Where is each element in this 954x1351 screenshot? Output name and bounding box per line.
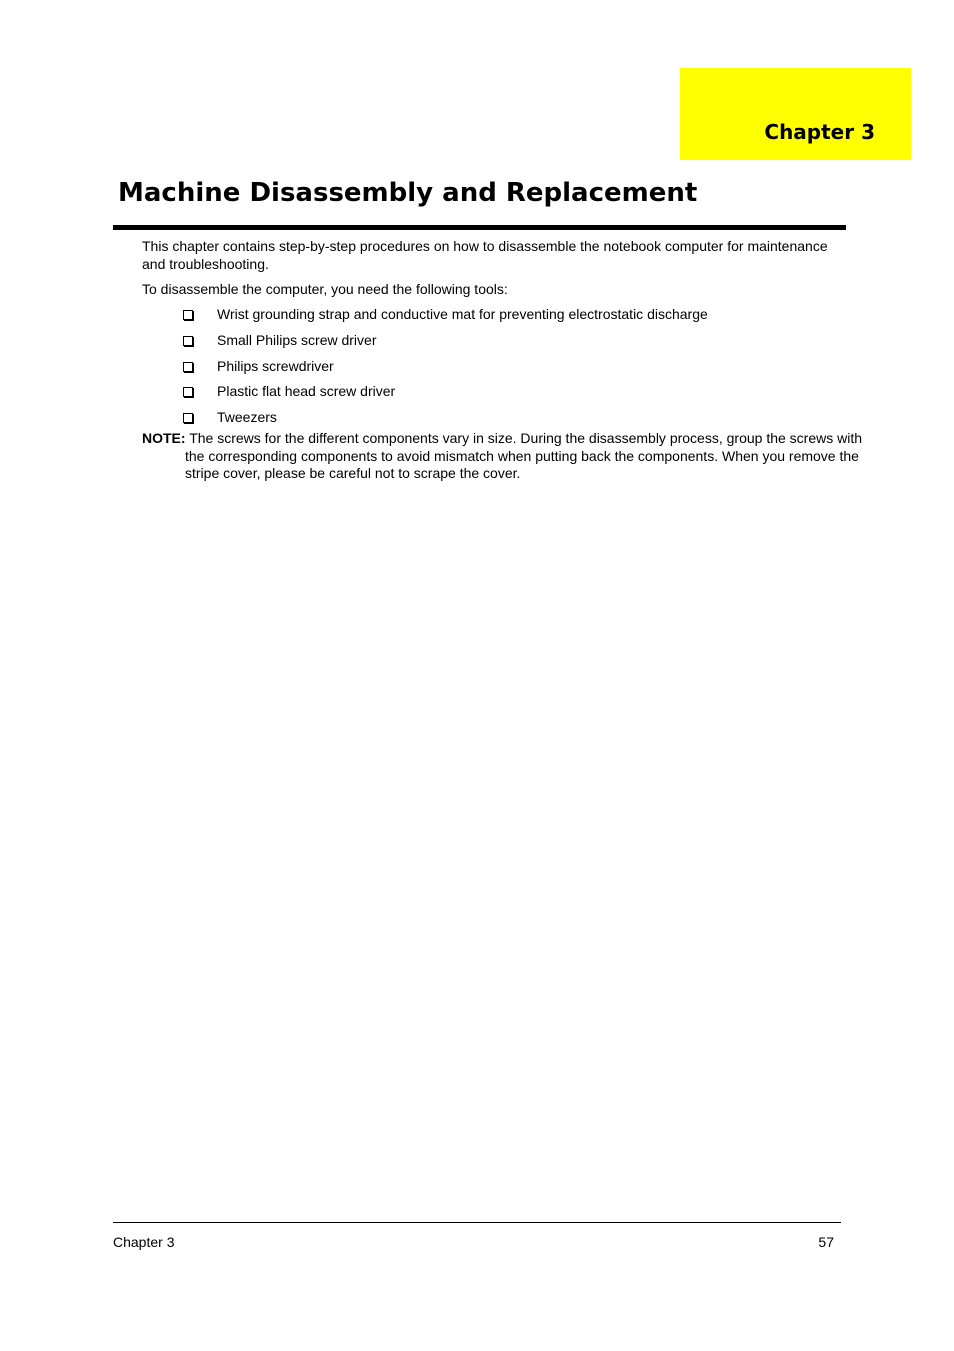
list-item bbox=[183, 382, 708, 408]
checkbox-bullet-icon bbox=[183, 413, 193, 423]
tool-label: Wrist grounding strap and conductive mat for preventing electrostatic discharge bbox=[217, 306, 708, 322]
tool-label: Tweezers bbox=[217, 409, 277, 426]
title-rule bbox=[113, 225, 846, 230]
list-item bbox=[183, 331, 708, 357]
tool-label: Plastic flat head screw driver bbox=[217, 383, 396, 400]
checkbox-bullet-icon bbox=[183, 310, 193, 320]
note-paragraph bbox=[142, 430, 865, 483]
intro-paragraph: This chapter contains step-by-step procedures on how to disassemble the notebook computer for maintenance and troubleshooting. bbox=[142, 238, 828, 272]
checkbox-bullet-icon bbox=[183, 336, 193, 346]
tool-label: Small Philips screw driver bbox=[217, 331, 377, 348]
list-item bbox=[183, 305, 708, 331]
chapter-tab-label: Chapter 3 bbox=[764, 120, 875, 144]
chapter-tab bbox=[680, 68, 911, 160]
footer-rule bbox=[113, 1222, 841, 1223]
page-number: 57 bbox=[818, 1234, 834, 1250]
tool-label: Philips screwdriver bbox=[217, 357, 334, 374]
footer-chapter-label: Chapter 3 bbox=[113, 1234, 175, 1250]
checkbox-bullet-icon bbox=[183, 387, 193, 397]
note-text: The screws for the different components vary in size. During the disassembly process, group the screws with the corresponding components to avoid mismatch when putting back the components. When you remove the stripe cover, please be careful not to scrape the cover. bbox=[185, 430, 863, 481]
page-title: Machine Disassembly and Replacement bbox=[118, 178, 698, 208]
tools-intro-paragraph: To disassemble the computer, you need the following tools: bbox=[142, 281, 508, 297]
list-item bbox=[183, 357, 708, 383]
note-label: NOTE: bbox=[142, 430, 186, 446]
tool-list bbox=[183, 305, 708, 434]
checkbox-bullet-icon bbox=[183, 362, 193, 372]
